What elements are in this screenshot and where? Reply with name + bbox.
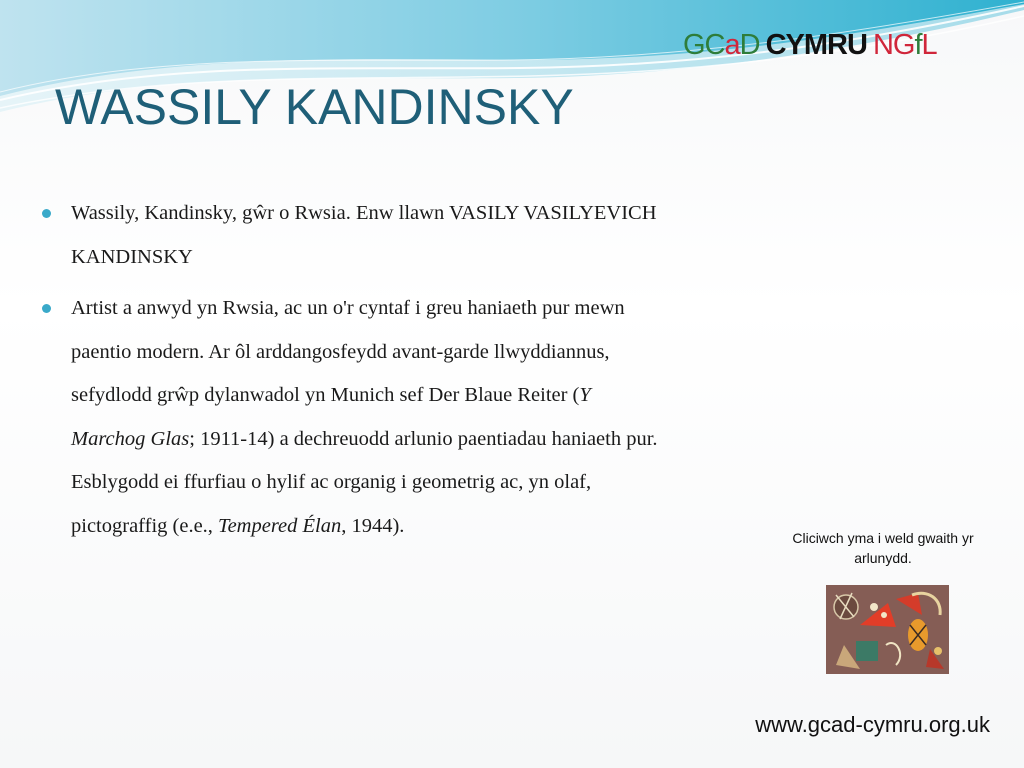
bullet-dot-icon — [42, 209, 51, 218]
bullet-text: Wassily, Kandinsky, gŵr o Rwsia. Enw llawn VASILY VASILYEVICH KANDINSKY — [71, 202, 657, 268]
logo-text: D — [739, 29, 760, 61]
bullet-item — [42, 287, 662, 548]
logo-text: a — [724, 29, 740, 61]
bullet-list — [42, 192, 662, 556]
logo-text: f — [914, 29, 922, 61]
website-url[interactable]: www.gcad-cymru.org.uk — [755, 712, 990, 737]
slide-title: WASSILY KANDINSKY — [55, 79, 574, 135]
logo-text: CYMRU — [765, 29, 867, 61]
gcad-cymru-logo[interactable] — [683, 28, 937, 62]
logo-text: L — [921, 29, 937, 61]
bullet-item — [42, 192, 662, 279]
bullet-dot-icon — [42, 304, 51, 313]
bullet-text-segment: Artist a anwyd yn Rwsia, ac un o'r cyntaf i greu haniaeth pur mewn paentio modern. Ar ôl arddangosfeydd avant-garde llwyddiannus, sefydlodd grŵp dylanwadol yn Munich sef Der Blaue Reiter ( — [71, 297, 625, 406]
bullet-text-segment: ; 1911-14) a dechreuodd arlunio paentiadau haniaeth pur. Esblygodd ei ffurfiau o hylif ac organig i geometrig ac, yn olaf, pictograffig (e.e., — [71, 427, 658, 537]
logo-text: NG — [872, 29, 915, 61]
italic-title: Y Marchog Glas — [71, 384, 591, 450]
italic-title: Tempered Élan — [218, 514, 342, 537]
bullet-text-segment: , 1944). — [341, 514, 405, 537]
logo-text: GC — [683, 29, 725, 61]
painting-caption-link[interactable]: Cliciwch yma i weld gwaith yr arlunydd. — [792, 530, 974, 566]
bullet-text — [71, 297, 658, 537]
kandinsky-painting-thumbnail[interactable] — [826, 585, 949, 674]
